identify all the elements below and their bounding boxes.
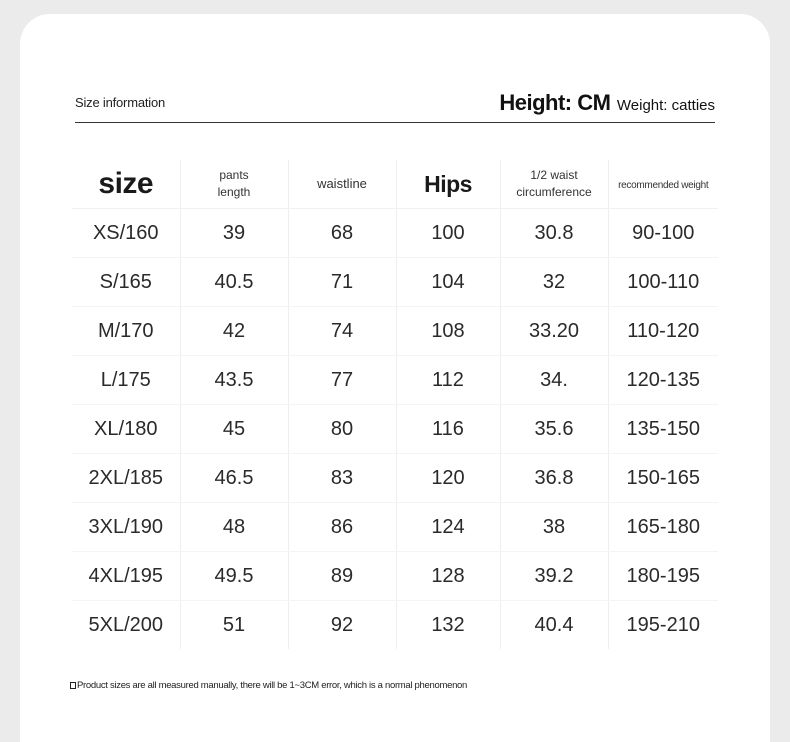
cell-recommended-weight: 90-100	[608, 209, 718, 258]
cell-recommended-weight: 135-150	[608, 405, 718, 454]
cell-size: XS/160	[72, 209, 180, 258]
header-size: size	[72, 160, 180, 209]
table-row	[72, 356, 718, 405]
size-chart-header	[75, 86, 715, 123]
cell-half-waist: 40.4	[500, 601, 608, 650]
cell-recommended-weight: 165-180	[608, 503, 718, 552]
units-label	[499, 90, 715, 116]
table-row	[72, 258, 718, 307]
weight-unit: Weight: catties	[616, 97, 715, 114]
cell-half-waist: 34.	[500, 356, 608, 405]
footnote-text: Product sizes are all measured manually, there will be 1~3CM error, which is a normal phenomenon	[77, 680, 468, 691]
header-hips: Hips	[396, 160, 500, 209]
cell-size: L/175	[72, 356, 180, 405]
table-header-row	[72, 160, 718, 209]
cell-half-waist: 38	[500, 503, 608, 552]
cell-half-waist: 33.20	[500, 307, 608, 356]
cell-waistline: 71	[288, 258, 396, 307]
cell-waistline: 92	[288, 601, 396, 650]
table-row	[72, 454, 718, 503]
size-information-title: Size information	[75, 95, 166, 110]
cell-waistline: 86	[288, 503, 396, 552]
cell-size: S/165	[72, 258, 180, 307]
cell-hips: 112	[396, 356, 500, 405]
cell-size: 3XL/190	[72, 503, 180, 552]
cell-pants-length: 42	[180, 307, 288, 356]
cell-pants-length: 45	[180, 405, 288, 454]
table-row	[72, 552, 718, 601]
cell-recommended-weight: 150-165	[608, 454, 718, 503]
note-icon	[70, 682, 76, 689]
cell-hips: 100	[396, 209, 500, 258]
header-recommended-weight: recommended weight	[608, 160, 718, 209]
cell-half-waist: 39.2	[500, 552, 608, 601]
cell-pants-length: 39	[180, 209, 288, 258]
table-row	[72, 601, 718, 650]
cell-hips: 104	[396, 258, 500, 307]
table-row	[72, 503, 718, 552]
header-waistline: waistline	[288, 160, 396, 209]
cell-size: 4XL/195	[72, 552, 180, 601]
cell-hips: 124	[396, 503, 500, 552]
cell-waistline: 83	[288, 454, 396, 503]
cell-waistline: 89	[288, 552, 396, 601]
header-pants-length: pants length	[180, 160, 288, 209]
cell-waistline: 80	[288, 405, 396, 454]
cell-recommended-weight: 195-210	[608, 601, 718, 650]
cell-pants-length: 40.5	[180, 258, 288, 307]
cell-waistline: 77	[288, 356, 396, 405]
header-half-waist: 1/2 waist circumference	[500, 160, 608, 209]
cell-size: 2XL/185	[72, 454, 180, 503]
cell-pants-length: 46.5	[180, 454, 288, 503]
height-unit: Height: CM	[499, 90, 611, 115]
cell-recommended-weight: 100-110	[608, 258, 718, 307]
table-row	[72, 405, 718, 454]
cell-pants-length: 49.5	[180, 552, 288, 601]
cell-hips: 120	[396, 454, 500, 503]
cell-waistline: 74	[288, 307, 396, 356]
cell-hips: 116	[396, 405, 500, 454]
cell-size: 5XL/200	[88, 613, 163, 636]
size-table	[72, 160, 718, 649]
cell-pants-length: 48	[180, 503, 288, 552]
cell-size: XL/180	[72, 405, 180, 454]
cell-half-waist: 32	[500, 258, 608, 307]
cell-half-waist: 30.8	[500, 209, 608, 258]
cell-pants-length: 43.5	[180, 356, 288, 405]
footnote	[70, 680, 467, 691]
cell-hips: 128	[396, 552, 500, 601]
cell-hips: 108	[396, 307, 500, 356]
cell-size: M/170	[72, 307, 180, 356]
cell-waistline: 68	[288, 209, 396, 258]
table-row	[72, 209, 718, 258]
cell-half-waist: 35.6	[500, 405, 608, 454]
cell-hips: 132	[396, 601, 500, 650]
cell-recommended-weight: 110-120	[608, 307, 718, 356]
table-row	[72, 307, 718, 356]
cell-recommended-weight: 180-195	[608, 552, 718, 601]
cell-recommended-weight: 120-135	[608, 356, 718, 405]
cell-pants-length: 51	[180, 601, 288, 650]
cell-half-waist: 36.8	[500, 454, 608, 503]
